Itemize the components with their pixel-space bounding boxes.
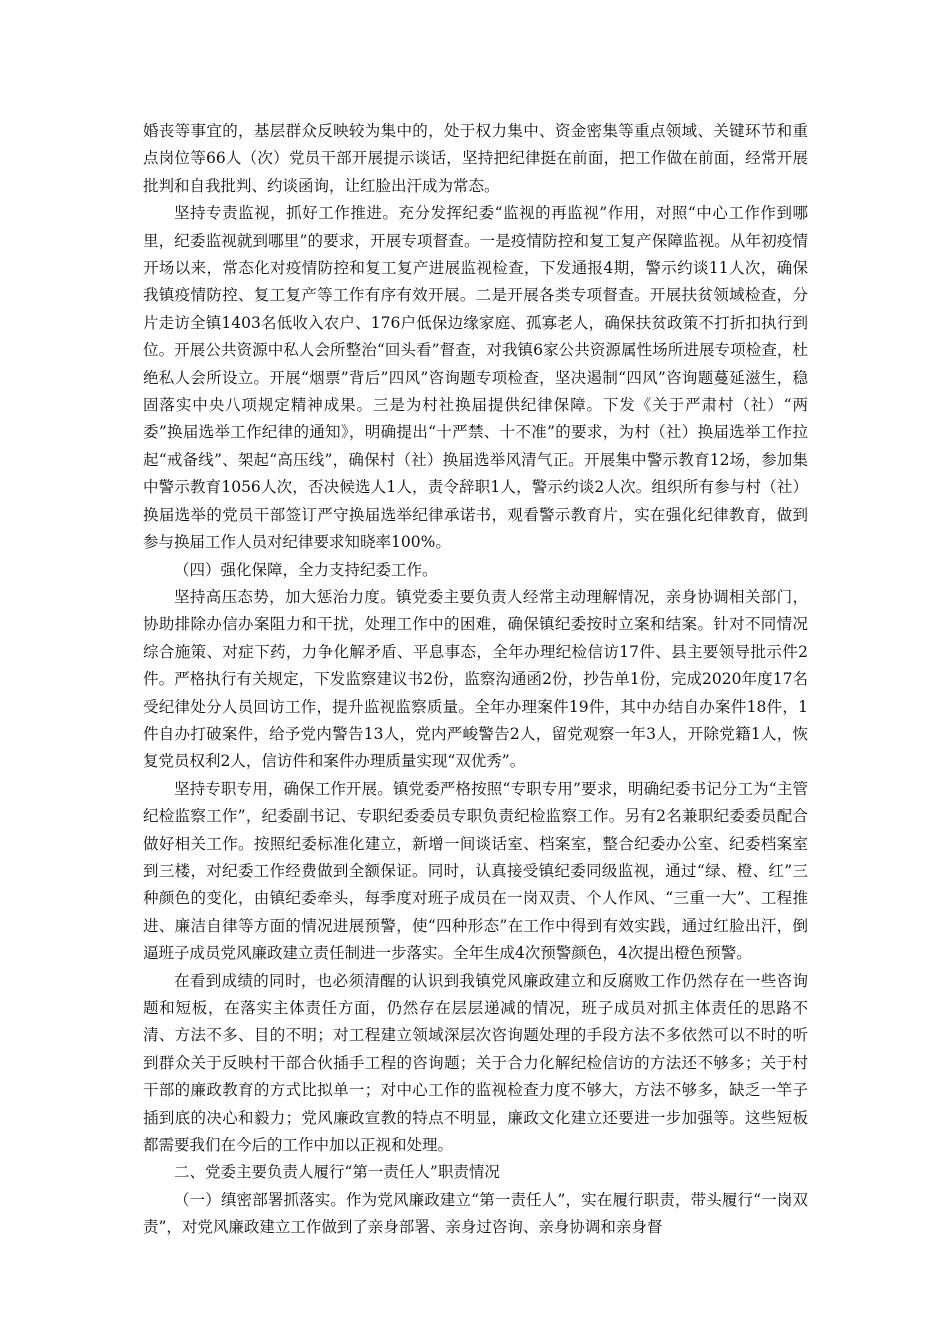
section-heading-2: 二、党委主要负责人履行“第一责任人”职责情况 xyxy=(174,1163,500,1182)
paragraph-continuation: 婚丧等事宜的，基层群众反映较为集中的，处于权力集中、资金密集等重点领域、关键环节和重点岗位等66人（次）党员干部开展提示谈话，坚持把纪律挺在前面，把工作做在前面，经常开展批判和自我批判、约谈函询，让红脸出汗成为常态。 xyxy=(143,122,808,195)
paragraph-deployment: （一）缜密部署抓落实。作为党风廉政建立“第一责任人”，实在履行职责，带头履行“一岗双责”，对党风廉政建立工作做到了亲身部署、亲身过咨询、亲身协调和亲身督 xyxy=(143,1190,808,1237)
paragraph-supervision: 坚持专责监视，抓好工作推进。充分发挥纪委“监视的再监视”作用，对照“中心工作作到哪里，纪委监视就到哪里”的要求，开展专项督查。一是疫情防控和复工复产保障监视。从年初疫情开场以来，常态化对疫情防控和复工复产进展监视检查，下发通报4期，警示约谈11人次，确保我镇疫情防控、复工复产等工作有序有效开展。二是开展各类专项督查。开展扶贫领域检查，分片走访全镇1403名低收入农户、176户低保边缘家庭、孤寡老人，确保扶贫政策不打折扣执行到位。开展公共资源中私人会所整治“回头看”督查，对我镇6家公共资源属性场所进展专项检查，杜绝私人会所设立。开展“烟票”背后”四风”咨询题专项检查，坚决遏制“四风”咨询题蔓延滋生，稳固落实中央八项规定精神成果。三是为村社换届提供纪律保障。下发《关于严肃村（社）“两委”换届选举工作纪律的通知》，明确提出“十严禁、十不准”的要求，为村（社）换届选举工作拉起“戒备线”、架起“高压线”，确保村（社）换届选举风清气正。开展集中警示教育12场，参加集中警示教育1056人次，否决候选人1人，责令辞职1人，警示约谈2人次。组织所有参与村（社）换届选举的党员干部签订严守换届选举纪律承诺书，观看警示教育片，实在强化纪律教育，做到参与换届工作人员对纪律要求知晓率100%。 xyxy=(143,204,808,552)
paragraph-shortcomings: 在看到成绩的同时，也必须清醒的认识到我镇党风廉政建立和反腐败工作仍然存在一些咨询题和短板，在落实主体责任方面，仍然存在层层递减的情况，班子成员对抓主体责任的思路不清、方法不多、目的不明；对工程建立领域深层次咨询题处理的手段方法不多依然可以不时的听到群众关于反映村干部合伙插手工程的咨询题；关于合力化解纪检信访的方法还不够多；关于村干部的廉政教育的方式比拟单一；对中心工作的监视检查力度不够大，方法不够多，缺乏一竿子插到底的决心和毅力；党风廉政宣教的特点不明显，廉政文化建立还要进一步加强等。这些短板都需要我们在今后的工作中加以正视和处理。 xyxy=(143,971,808,1155)
document-page xyxy=(143,118,808,1242)
paragraph-high-pressure: 坚持高压态势，加大惩治力度。镇党委主要负责人经常主动理解情况，亲身协调相关部门，协助排除办信办案阻力和干扰，处理工作中的困难，确保镇纪委按时立案和结案。针对不同情况综合施策、对症下药，力争化解矛盾、平息事态，全年办理纪检信访17件、县主要领导批示件2件。严格执行有关规定，下发监察建议书2份，监察沟通函2份，抄告单1份，完成2020年度17名受纪律处分人员回访工作，提升监视监察质量。全年办理案件19件，其中办结自办案件18件，1件自办打破案件，给予党内警告13人，党内严峻警告2人，留党观察一年3人，开除党籍1人，恢复党员权利2人，信访件和案件办理质量实现“双优秀”。 xyxy=(143,587,808,771)
section-heading-4: （四）强化保障，全力支持纪委工作。 xyxy=(174,560,438,579)
paragraph-dedicated-staff: 坚持专职专用，确保工作开展。镇党委严格按照“专职专用”要求，明确纪委书记分工为“主管纪检监察工作”，纪委副书记、专职纪委委员专职负责纪检监察工作。另有2名兼职纪委委员配合做好相关工作。按照纪委标准化建立，新增一间谈话室、档案室，整合纪委办公室、纪委档案室到三楼，对纪委工作经费做到全额保证。同时，认真接受镇纪委同级监视，通过“绿、橙、红”三种颜色的变化，由镇纪委牵头，每季度对班子成员在一岗双责、个人作风、“三重一大”、工程推进、廉洁自律等方面的情况进展预警，使“四种形态”在工作中得到有效实践，通过红脸出汗，倒逼班子成员党风廉政建立责任制进一步落实。全年生成4次预警颜色，4次提出橙色预警。 xyxy=(143,779,808,963)
